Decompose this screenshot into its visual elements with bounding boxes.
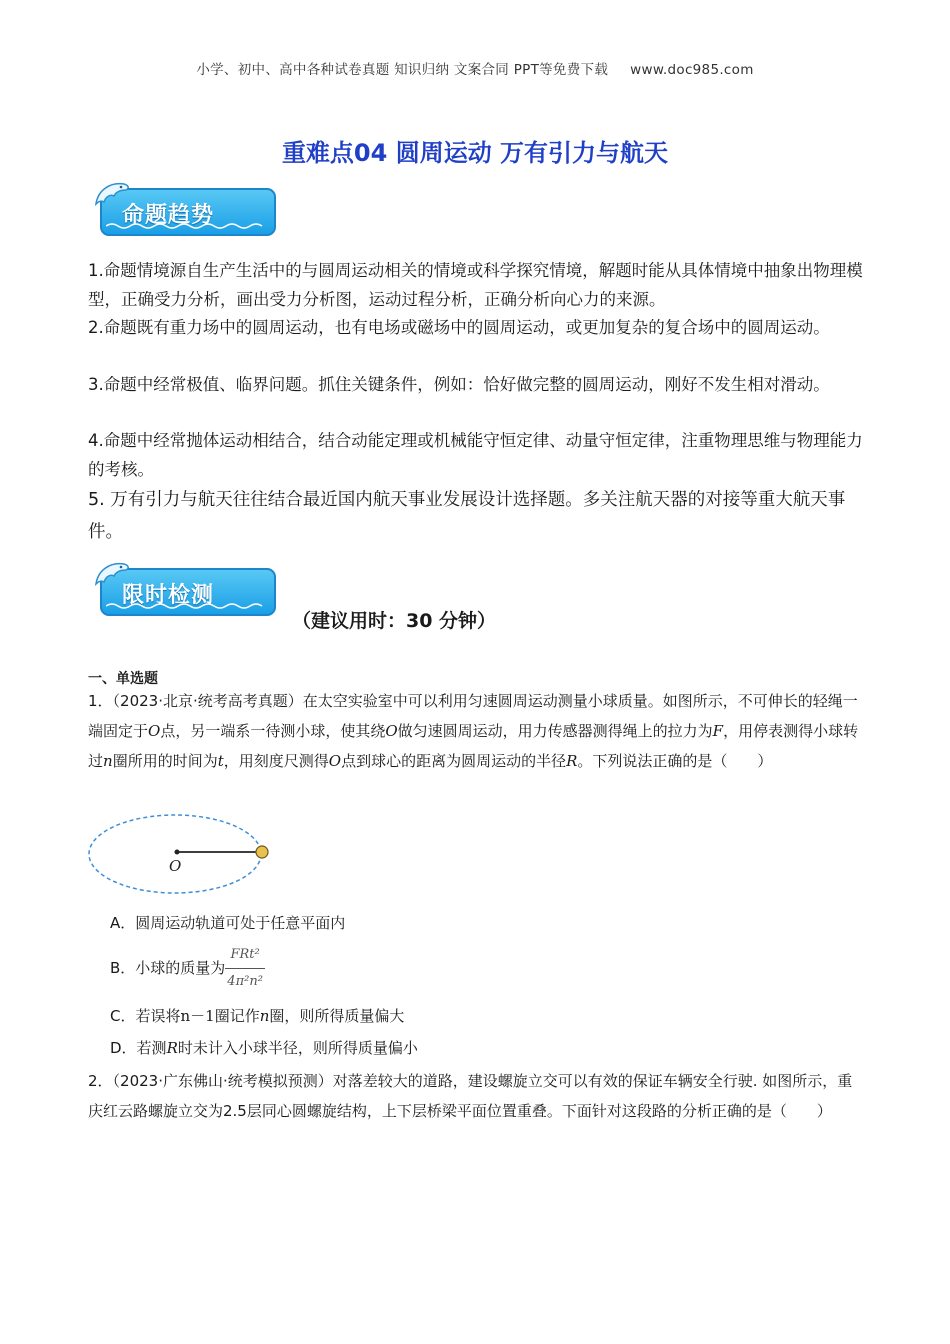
trend-item: 2.命题既有重力场中的圆周运动，也有电场或磁场中的圆周运动，或更加复杂的复合场中的圆周运动。 bbox=[88, 318, 830, 337]
time-note: （建议用时：30 分钟） bbox=[292, 610, 497, 632]
badge-label: 限时检测 bbox=[122, 583, 215, 608]
formula-numerator: FRt² bbox=[225, 942, 265, 969]
formula-denominator: 4π²n² bbox=[227, 974, 263, 989]
math-var: n bbox=[259, 1007, 270, 1025]
page-header bbox=[0, 58, 950, 78]
pivot-label: O bbox=[169, 857, 182, 875]
math-var: R bbox=[566, 752, 578, 770]
question-2 bbox=[88, 1066, 866, 1126]
question-text: 圈所用的时间为 bbox=[112, 752, 218, 770]
question-text: 点到球心的距离为圆周运动的半径 bbox=[341, 752, 567, 770]
option-d[interactable] bbox=[110, 1035, 418, 1061]
option-a[interactable]: A．圆周运动轨道可处于任意平面内 bbox=[110, 914, 346, 932]
option-text: 圈记作 bbox=[214, 1007, 260, 1025]
option-b[interactable] bbox=[110, 942, 265, 995]
wave-decoration bbox=[106, 602, 266, 610]
option-text: C．若误将 bbox=[110, 1007, 181, 1025]
math-var: n bbox=[103, 752, 113, 770]
math-var: t bbox=[217, 752, 224, 770]
question-number: 1． bbox=[88, 692, 113, 710]
ball bbox=[256, 846, 268, 858]
header-text: 小学、初中、高中各种试卷真题 知识归纳 文案合同 PPT等免费下载 bbox=[196, 62, 609, 78]
question-text: 点，另一端系一待测小球，使其绕 bbox=[160, 722, 386, 740]
trend-item: 4.命题中经常抛体运动相结合，结合动能定理或机械能守恒定律、动量守恒定律，注重物理思维与物理能力的考核。 bbox=[88, 431, 863, 479]
option-text: 圈，则所得质量偏大 bbox=[269, 1007, 405, 1025]
section-heading: 一、单选题 bbox=[88, 671, 158, 687]
trend-badge bbox=[92, 178, 282, 244]
trend-item: 5. 万有引力与航天往往结合最近国内航天事业发展设计选择题。多关注航天器的对接等重大航天事件。 bbox=[88, 490, 846, 542]
question-text: ，用停表测得小球转过 bbox=[88, 722, 859, 770]
math-expr: n－1 bbox=[180, 1007, 215, 1025]
question-source: （2023·北京·统考高考真题） bbox=[112, 692, 303, 710]
question-text: 对落差较大的道路，建设螺旋立交可以有效的保证车辆安全行驶. 如图所示，重庆红云路螺旋立交为2.5层同心圆螺旋结构，上下层桥梁平面位置重叠。下面针对这段路的分析正确的是（ ） bbox=[88, 1072, 853, 1120]
question-source: （2023·广东佛山·统考模拟预测） bbox=[112, 1072, 333, 1090]
question-text: 。下列说法正确的是（ ） bbox=[577, 752, 773, 770]
header-url[interactable]: www.doc985.com bbox=[630, 62, 754, 78]
question-1 bbox=[88, 686, 866, 776]
page-title: 重难点04 圆周运动 万有引力与航天 bbox=[281, 139, 669, 167]
math-var: O bbox=[328, 752, 342, 770]
test-badge bbox=[92, 558, 282, 624]
pivot-point bbox=[175, 850, 180, 855]
orbit-path bbox=[89, 815, 261, 893]
question-number: 2． bbox=[88, 1072, 113, 1090]
math-var: F bbox=[712, 722, 724, 740]
trend-item: 1.命题情境源自生产生活中的与圆周运动相关的情境或科学探究情境，解题时能从具体情境中抽象出物理模型，正确受力分析，画出受力分析图，运动过程分析，正确分析向心力的来源。 bbox=[88, 261, 863, 309]
wave-decoration bbox=[106, 222, 266, 230]
option-text: B．小球的质量为 bbox=[110, 959, 226, 977]
question-text: 在太空实验室中可以利用匀速圆周运动测量小球质量。如图所示，不可伸长的轻绳一端固定于 bbox=[88, 692, 858, 740]
mass-formula bbox=[225, 942, 265, 995]
question-text: 做匀速圆周运动，用力传感器测得绳上的拉力为 bbox=[397, 722, 713, 740]
orbit-figure bbox=[84, 812, 274, 898]
question-text: ，用刻度尺测得 bbox=[223, 752, 329, 770]
option-c[interactable] bbox=[110, 1003, 404, 1029]
math-var: R bbox=[166, 1039, 178, 1057]
math-var: O bbox=[148, 722, 161, 740]
badge-label: 命题趋势 bbox=[122, 203, 215, 228]
math-var: O bbox=[385, 722, 398, 740]
trend-item: 3.命题中经常极值、临界问题。抓住关键条件，例如：恰好做完整的圆周运动，刚好不发生相对滑动。 bbox=[88, 375, 830, 394]
option-text: D．若测 bbox=[110, 1039, 167, 1057]
option-text: 时未计入小球半径，则所得质量偏小 bbox=[177, 1039, 418, 1057]
